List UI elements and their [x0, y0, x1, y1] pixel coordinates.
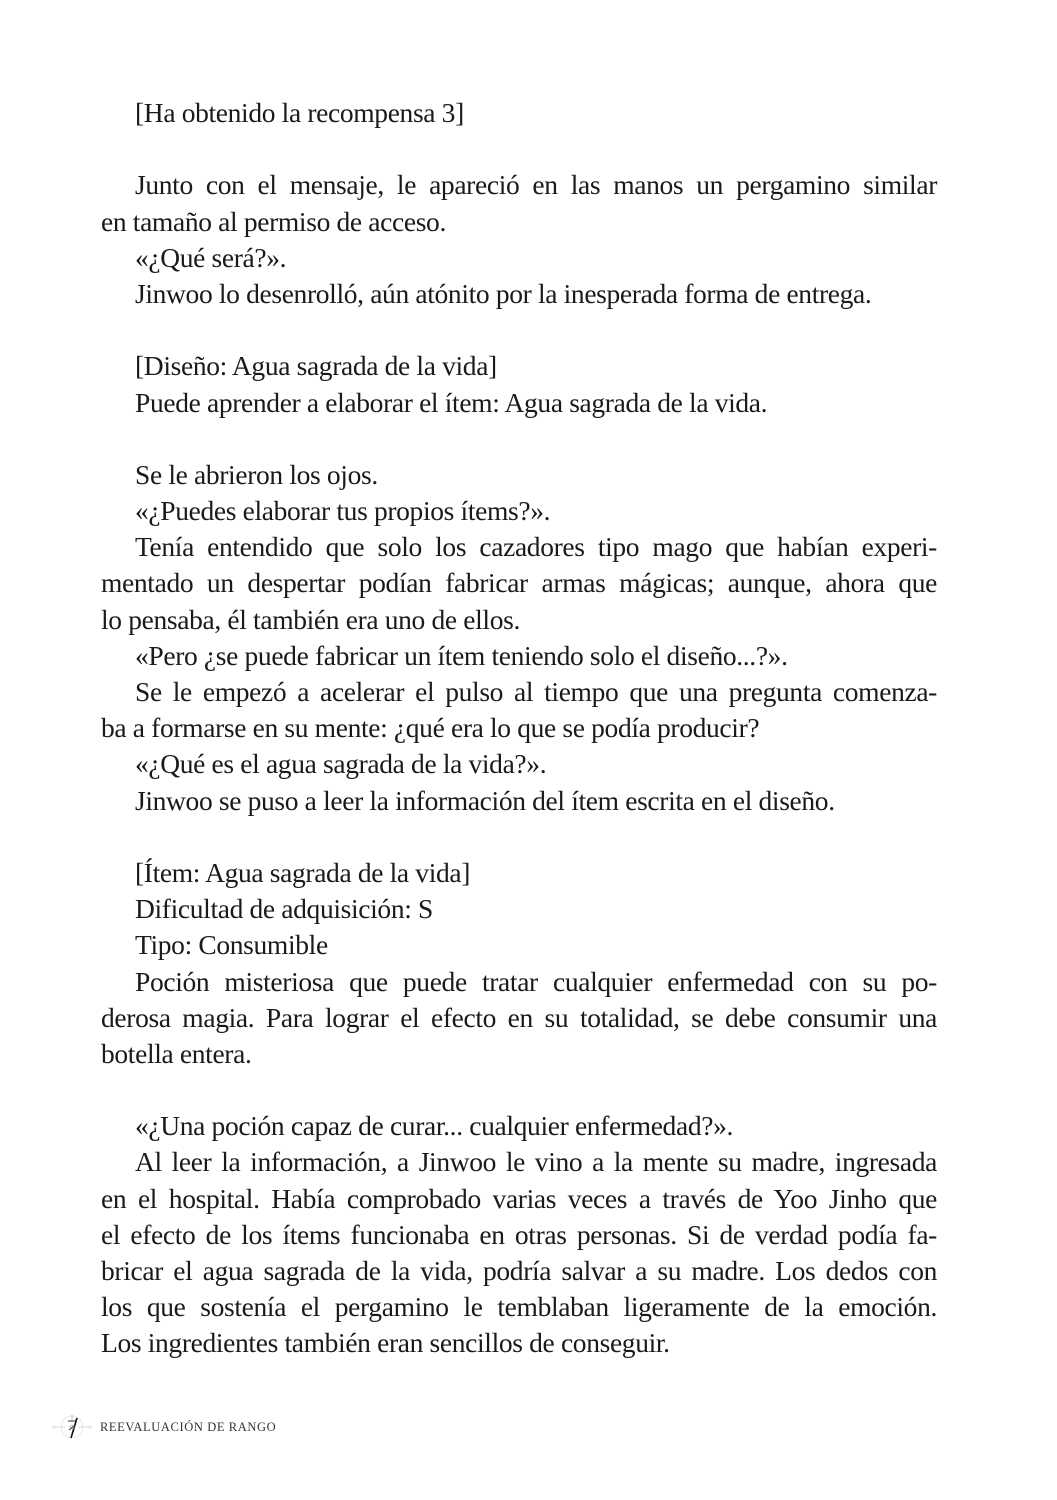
- text-line: Poción misteriosa que puede tratar cualquier enfermedad con su po-: [135, 965, 937, 997]
- text-line: «¿Puedes elaborar tus propios ítems?».: [135, 495, 551, 527]
- text-line: Jinwoo se puso a leer la información del ítem escrita en el diseño.: [135, 784, 835, 816]
- text-line: [Ítem: Agua sagrada de la vida]: [135, 856, 471, 888]
- text-line: «Pero ¿se puede fabricar un ítem teniendo solo el diseño...?».: [135, 639, 788, 671]
- blank-line: [101, 819, 937, 855]
- text-line: los que sostenía el pergamino le temblaban ligeramente de la emoción.: [101, 1291, 937, 1323]
- text-line: «¿Qué será?».: [135, 241, 287, 273]
- blank-line: [101, 131, 937, 167]
- text-line: en el hospital. Había comprobado varias veces a través de Yoo Jinho que: [101, 1182, 937, 1214]
- text-line: Se le empezó a acelerar el pulso al tiempo que una pregunta comenza-: [135, 676, 937, 707]
- text-line: «¿Una poción capaz de curar... cualquier enfermedad?».: [135, 1110, 733, 1142]
- text-line: mentado un despertar podían fabricar armas mágicas; aunque, ahora que: [101, 567, 937, 599]
- page-body: [101, 95, 937, 1362]
- text-line: Se le abrieron los ojos.: [135, 458, 378, 490]
- blank-line: [101, 421, 937, 457]
- text-line: en tamaño al permiso de acceso.: [101, 205, 446, 237]
- text-line: Dificultad de adquisición: S: [135, 893, 433, 925]
- text-line: Tipo: Consumible: [135, 929, 328, 961]
- text-line: «¿Qué es el agua sagrada de la vida?».: [135, 748, 547, 780]
- text-line: [Diseño: Agua sagrada de la vida]: [135, 350, 497, 382]
- text-line: Jinwoo lo desenrolló, aún atónito por la inesperada forma de entrega.: [135, 277, 872, 309]
- running-footer: [50, 1414, 276, 1440]
- blank-line: [101, 312, 937, 348]
- text-line: ba a formarse en su mente: ¿qué era lo que se podía producir?: [101, 712, 760, 744]
- text-line: lo pensaba, él también era uno de ellos.: [101, 603, 520, 635]
- text-line: botella entera.: [101, 1037, 252, 1069]
- text-line: Puede aprender a elaborar el ítem: Agua sagrada de la vida.: [135, 386, 768, 418]
- text-line: [Ha obtenido la recompensa 3]: [135, 97, 464, 128]
- text-line: Los ingredientes también eran sencillos de conseguir.: [101, 1327, 670, 1359]
- text-line: Tenía entendido que solo los cazadores tipo mago que habían experi-: [135, 531, 937, 563]
- text-line: el efecto de los ítems funcionaba en otras personas. Si de verdad podía fa-: [101, 1218, 937, 1250]
- text-line: derosa magia. Para lograr el efecto en su totalidad, se debe consumir una: [101, 1001, 937, 1033]
- compass-sword-emblem-icon: [50, 1414, 94, 1440]
- running-title: REEVALUACIÓN DE RANGO: [100, 1419, 277, 1434]
- text-line: Junto con el mensaje, le apareció en las manos un pergamino similar: [135, 169, 937, 201]
- blank-line: [101, 1072, 937, 1108]
- text-line: Al leer la información, a Jinwoo le vino a la mente su madre, ingresada: [135, 1146, 937, 1178]
- text-line: bricar el agua sagrada de la vida, podría salvar a su madre. Los dedos con: [101, 1255, 937, 1286]
